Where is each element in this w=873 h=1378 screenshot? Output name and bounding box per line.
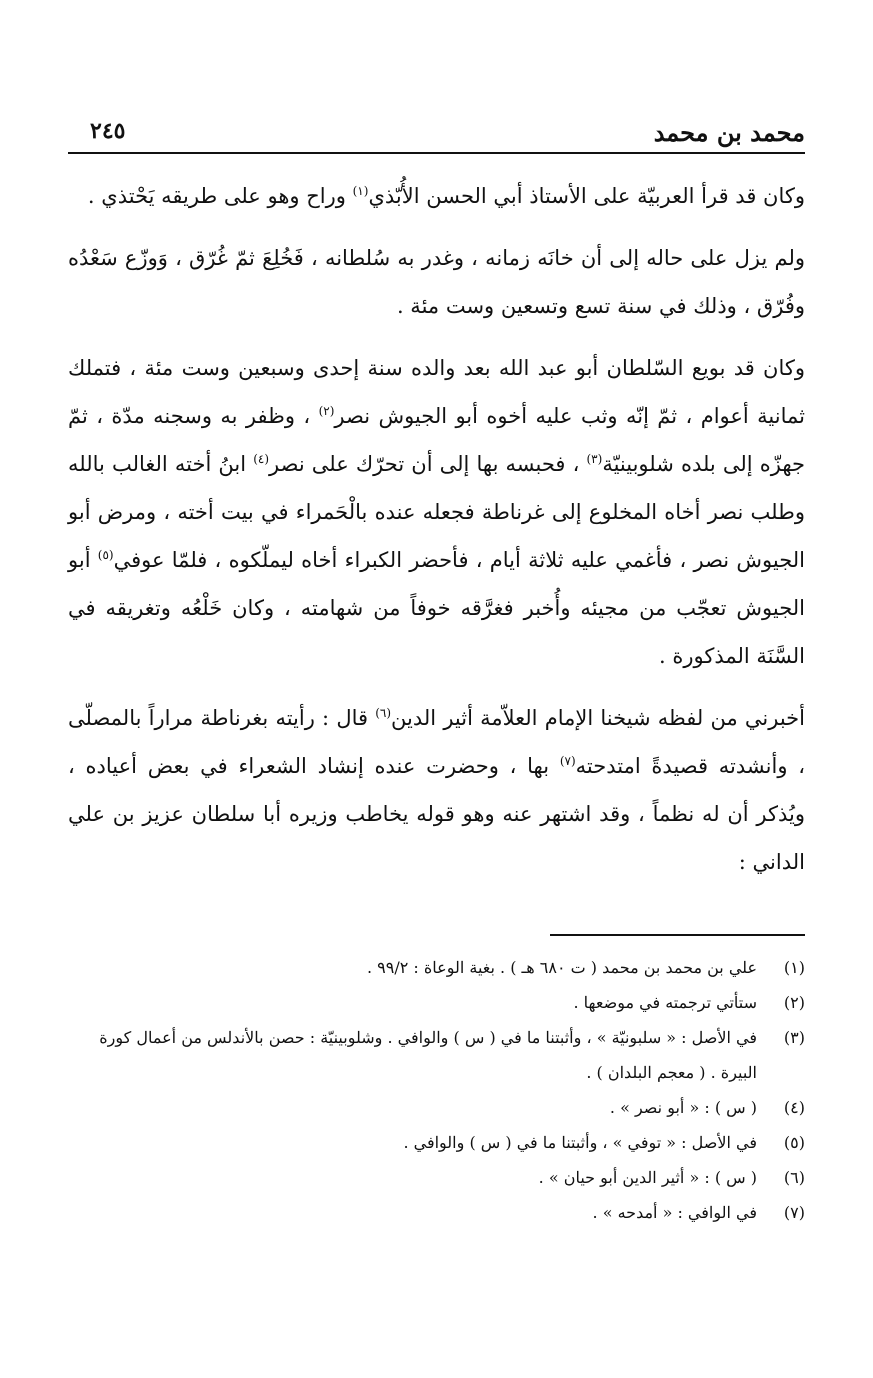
- running-head: [68, 112, 805, 154]
- footnote-number: (٧): [783, 1203, 805, 1222]
- footnote-number: (٢): [783, 993, 805, 1012]
- footnote: [68, 950, 805, 985]
- footnote-ref: (٥): [97, 548, 114, 562]
- footnote-ref: (٦): [375, 706, 392, 720]
- paragraph-text: وكان قد قرأ العربيّة على الأستاذ أبي الحسن الأُبّذي: [368, 184, 805, 208]
- paragraph-text: أخبرني من لفظه شيخنا الإمام العلاّمة أثير الدين: [391, 706, 805, 730]
- main-text: [68, 172, 805, 886]
- page-number: ٢٤٥: [90, 118, 126, 144]
- paragraph-1: [68, 172, 805, 220]
- paragraph-text: أبو الجيوش تعجّب من مجيئه وأُخبر فغرَّقه خوفاً من شهامته ، وكان خَلْعُه وتغريقه في السَّنَة المذكورة .: [68, 548, 805, 668]
- footnote-ref: (٤): [253, 452, 270, 466]
- footnote: [68, 985, 805, 1020]
- footnote: [68, 1090, 805, 1125]
- paragraph-text: ، فحبسه بها إلى أن تحرّك على نصر: [269, 452, 587, 476]
- footnote-number: (٦): [783, 1168, 805, 1187]
- paragraph-text: ، وظفر به وسجنه مدّة ، ثمّ جهزّه إلى بلده شلوبينيّة: [68, 404, 805, 476]
- footnotes: [68, 950, 805, 1230]
- footnote-number: (٤): [783, 1098, 805, 1117]
- footnote: [68, 1195, 805, 1230]
- paragraph-3: [68, 344, 805, 680]
- paragraph-text: ولم يزل على حاله إلى أن خانَه زمانه ، وغدر به سُلطانه ، فَخُلِعَ ثمّ غُرّق ، وَوزّع سَعْدُه وفُرّق ، وذلك في سنة تسع وتسعين وست مئة .: [68, 246, 805, 318]
- footnote-separator: [550, 934, 805, 936]
- footnote-ref: (٣): [586, 452, 603, 466]
- footnote-text: علي بن محمد بن محمد ( ت ٦٨٠ هـ ) . بغية الوعاة : ٩٩/٢ .: [367, 958, 757, 977]
- footnote-text: ( س ) : « أبو نصر » .: [609, 1098, 757, 1117]
- paragraph-text: وراح وهو على طريقه يَحْتذي .: [87, 184, 353, 208]
- footnote-text: ستأتي ترجمته في موضعها .: [573, 993, 757, 1012]
- footnote-text: في الأصل : « توفي » ، وأثبتنا ما في ( س ) والوافي .: [403, 1133, 757, 1152]
- footnote-number: (٣): [783, 1028, 805, 1047]
- footnote-number: (١): [783, 958, 805, 977]
- running-head-title: محمد بن محمد: [653, 118, 805, 147]
- paragraph-text: ابنُ أخته الغالب بالله وطلب نصر أخاه المخلوع إلى غرناطة فجعله عنده بالْحَمراء في بيت أخته ، ومرض أبو الجيوش نصر ، فأغمي عليه ثلاثة أيام ، فأحضر الكبراء أخاه ليملّكوه ، فلمّا عوفي: [68, 452, 805, 572]
- paragraph-text: قال : رأيته بغرناطة مراراً بالمصلّى ، وأنشدته قصيدةً امتدحته: [68, 706, 805, 778]
- paragraph-4: [68, 694, 805, 886]
- footnote-ref: (٢): [318, 404, 335, 418]
- footnote-text: ( س ) : « أثير الدين أبو حيان » .: [538, 1168, 757, 1187]
- footnote-text: في الوافي : « أمدحه » .: [592, 1203, 757, 1222]
- footnote: [68, 1125, 805, 1160]
- paragraph-2: [68, 234, 805, 330]
- footnote-ref: (٧): [559, 754, 576, 768]
- footnote-text: في الأصل : « سلبونيّة » ، وأثبتنا ما في ( س ) والوافي . وشلوبينيّة : حصن بالأندلس من أعمال كورة البيرة . ( معجم البلدان ) .: [99, 1028, 757, 1082]
- footnote-number: (٥): [783, 1133, 805, 1152]
- footnote: [68, 1160, 805, 1195]
- footnote: [68, 1020, 805, 1090]
- footnote-ref: (١): [352, 184, 369, 198]
- paragraph-text: وكان قد بويع السّلطان أبو عبد الله بعد والده سنة إحدى وسبعين وست مئة ، فتملك ثمانية أعوام ، ثمّ إنّه وثب عليه أخوه أبو الجيوش نصر: [68, 356, 806, 428]
- paragraph-text: بها ، وحضرت عنده إنشاد الشعراء في بعض أعياده ، ويُذكر أن له نظماً ، وقد اشتهر عنه وهو قوله يخاطب وزيره أبا سلطان عزيز بن علي الداني :: [68, 754, 805, 874]
